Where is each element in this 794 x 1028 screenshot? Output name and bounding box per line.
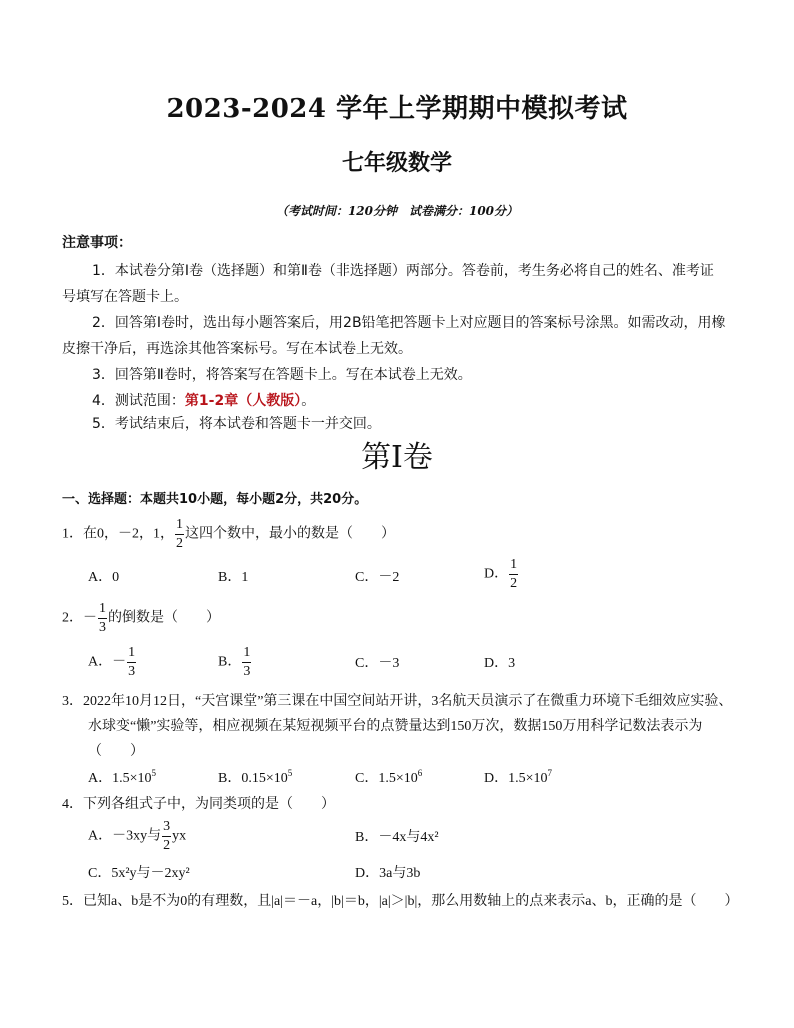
section-heading: 一、选择题：本题共10小题，每小题2分，共20分。 [62,492,368,507]
notice-item-4-prefix: 4．测试范围： [92,393,185,409]
q2-frac-denominator: 3 [99,620,106,635]
q2-option-b[interactable] [218,646,252,679]
q2-b-denominator: 3 [243,664,251,679]
question-3-line-3: （ ） [88,744,144,759]
q2-a-denominator: 3 [128,664,136,679]
q2-b-numerator: 1 [242,646,251,663]
question-5-stem: 5．已知a、b是不为0的有理数，且|a|＝－a，|b|＝b，|a|＞|b|，那么用数轴上的点来表示a、b，正确的是（ ） [62,894,739,909]
question-2-stem [62,602,220,635]
q4-option-d[interactable]: D．3a与3b [355,866,421,881]
notice-item-4-suffix: 。 [301,393,316,409]
q4-a-numerator: 3 [162,820,171,837]
q2-option-a-fraction [127,646,136,679]
q3-c-text: C．1.5×10 [355,771,418,786]
q2-option-c[interactable]: C．－3 [355,656,400,671]
notice-heading: 注意事项： [62,235,132,251]
q3-d-text: D．1.5×10 [484,771,548,786]
q4-a-fraction [162,820,171,853]
q3-a-exponent: 5 [151,768,157,778]
volume-title: 第Ⅰ卷 [361,440,433,475]
q2-option-d[interactable]: D．3 [484,656,516,671]
q1-d-denominator: 2 [510,576,518,591]
q2-frac-numerator: 1 [98,602,107,619]
question-3-line-1: 3．2022年10月12日，“天宫课堂”第三课在中国空间站开讲，3名航天员演示了在微重力环境下毛细效应实验、 [62,694,733,709]
q1-d-numerator: 1 [509,558,518,575]
q1-option-b[interactable]: B．1 [218,570,249,585]
q4-a-suffix: yx [172,828,187,844]
notice-item-1-line-2: 号填写在答题卡上。 [62,289,188,305]
q1-option-c[interactable]: C．－2 [355,570,400,585]
notice-item-4 [92,390,315,410]
q3-option-c[interactable] [355,767,422,787]
notice-item-3: 3．回答第Ⅱ卷时，将答案写在答题卡上。写在本试卷上无效。 [92,367,472,383]
q3-option-d[interactable] [484,767,552,787]
q1-prefix: 1．在0，－2，1， [62,526,174,542]
q2-option-a[interactable] [88,646,137,679]
q1-option-d-fraction [509,558,518,591]
notice-item-2-line-1: 2．回答第Ⅰ卷时，选出每小题答案后，用2B铅笔把答题卡上对应题目的答案标号涂黑。如需改动，用橡 [92,315,726,331]
q3-option-a[interactable] [88,767,156,787]
notice-item-2-line-2: 皮擦干净后，再选涂其他答案标号。写在本试卷上无效。 [62,341,412,357]
q1-option-d[interactable] [484,558,519,591]
q2-option-b-fraction [242,646,251,679]
q3-d-exponent: 7 [547,768,553,778]
q2-option-b-label: B． [218,654,242,670]
q1-fraction [175,518,184,551]
q3-b-text: B．0.15×10 [218,771,288,786]
notice-item-5: 5．考试结束后，将本试卷和答题卡一并交回。 [92,416,381,432]
q4-option-b[interactable]: B．－4x与4x² [355,830,439,845]
q3-option-b[interactable] [218,767,292,787]
q4-a-prefix: A．－3xy与 [88,828,162,844]
q2-fraction [98,602,107,635]
test-range: 第1-2章（人教版） [184,393,302,409]
q1-suffix: 这四个数中，最小的数是（ ） [185,526,395,542]
question-3-line-2: 水球变“懒”实验等，相应视频在某短视频平台的点赞量达到150万次，数据150万用科学记数法表示为 [88,719,703,734]
exam-time-info: （考试时间：120分钟 试卷满分：100分） [275,204,519,218]
q4-a-denominator: 2 [163,838,171,853]
q1-option-d-label: D． [484,566,509,582]
q1-option-a[interactable]: A．0 [88,570,120,585]
q3-a-text: A．1.5×10 [88,771,152,786]
q2-prefix: 2．－ [62,610,97,626]
q1-frac-denominator: 2 [176,536,183,551]
q2-a-numerator: 1 [127,646,136,663]
notice-item-1-line-1: 1．本试卷分第Ⅰ卷（选择题）和第Ⅱ卷（非选择题）两部分。答卷前，考生务必将自己的姓名、准考证 [92,263,714,279]
question-1-stem [62,518,395,551]
q3-c-exponent: 6 [417,768,423,778]
q1-frac-numerator: 1 [175,518,184,535]
q2-option-a-label: A．－ [88,654,127,670]
q3-b-exponent: 5 [287,768,293,778]
q2-suffix: 的倒数是（ ） [108,610,220,626]
q4-option-c[interactable]: C．5x²y与－2xy² [88,866,190,881]
q4-option-a[interactable] [88,820,186,853]
exam-subject: 七年级数学 [341,150,452,176]
question-4-stem: 4．下列各组式子中，为同类项的是（ ） [62,797,335,812]
exam-title: 2023-2024 学年上学期期中模拟考试 [166,94,628,124]
